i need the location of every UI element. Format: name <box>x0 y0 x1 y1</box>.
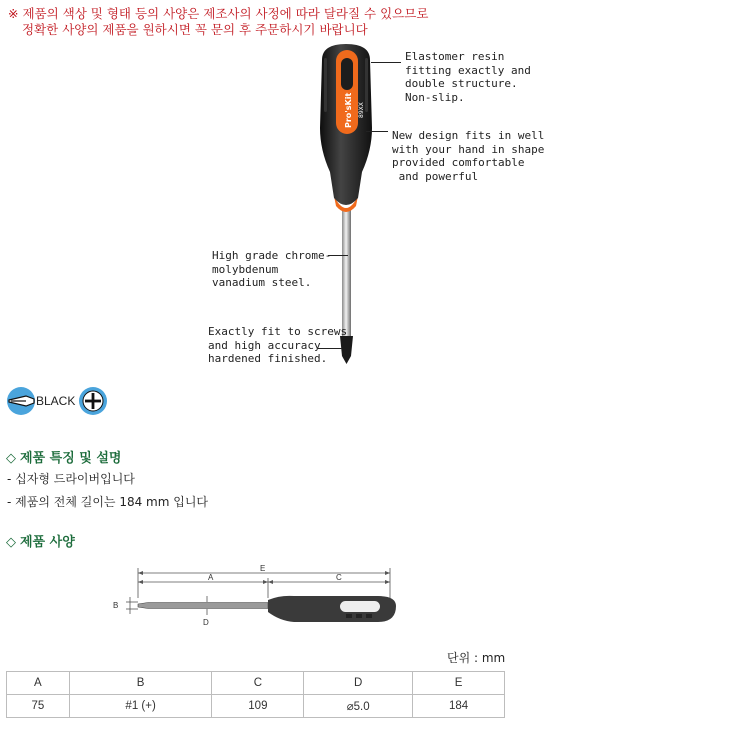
color-label: BLACK <box>36 394 76 408</box>
feature-item-2: - 제품의 전체 길이는 184 mm 입니다 <box>7 495 209 509</box>
unit-label: 단위 : mm <box>447 651 506 665</box>
spec-heading <box>6 531 75 550</box>
dim-label-d: D <box>203 618 209 627</box>
phillips-cross-icon <box>78 386 108 416</box>
notice-line-2: 정확한 사양의 제품을 원하시면 꼭 문의 후 주문하시기 바랍니다 <box>22 22 368 37</box>
spec-header-d: D <box>304 672 413 695</box>
feature-item-1: - 십자형 드라이버입니다 <box>7 472 135 486</box>
spec-title: 제품 사양 <box>20 535 75 550</box>
features-heading <box>6 447 121 466</box>
features-title: 제품 특징 및 설명 <box>20 451 122 466</box>
spec-value-a: 75 <box>7 695 70 718</box>
spec-header-b: B <box>69 672 212 695</box>
screwdriver-tip-icon <box>6 386 36 416</box>
callout-tip: Exactly fit to screws and high accuracy hardened finished. <box>208 325 348 365</box>
spec-header-a: A <box>7 672 70 695</box>
leader-line-1 <box>371 62 401 63</box>
callout-elastomer: Elastomer resin fitting exactly and double structure. Non-slip. <box>405 50 531 104</box>
spec-header-c: C <box>212 672 304 695</box>
callout-steel: High grade chrome- molybdenum vanadium steel. <box>212 249 332 289</box>
diamond-icon: ◇ <box>6 535 16 550</box>
callout-handle-design: New design fits in well with your hand in shape provided comfortable and powerful <box>392 129 545 183</box>
notice-line-1: ※ 제품의 색상 및 형태 등의 사양은 제조사의 사정에 따라 달라질 수 있으므로 <box>8 6 429 21</box>
diamond-icon: ◇ <box>6 451 16 466</box>
dim-label-e: E <box>260 564 266 573</box>
spec-value-d: ⌀5.0 <box>304 695 413 718</box>
spec-value-row <box>7 695 505 718</box>
shaft <box>342 210 351 340</box>
dim-label-a: A <box>208 573 214 582</box>
spec-table <box>6 671 505 718</box>
dim-label-b: B <box>113 601 119 610</box>
spec-header-row <box>7 672 505 695</box>
handle-brand: Pro'sKit <box>344 92 353 128</box>
variant-row <box>6 386 108 416</box>
dimension-drawing <box>108 562 408 632</box>
spec-value-c: 109 <box>212 695 304 718</box>
dim-label-c: C <box>336 573 342 582</box>
leader-line-2 <box>366 131 388 132</box>
spec-value-b: #1 (+) <box>69 695 212 718</box>
spec-header-e: E <box>413 672 505 695</box>
handle-model: 89XX <box>358 102 365 118</box>
spec-value-e: 184 <box>413 695 505 718</box>
